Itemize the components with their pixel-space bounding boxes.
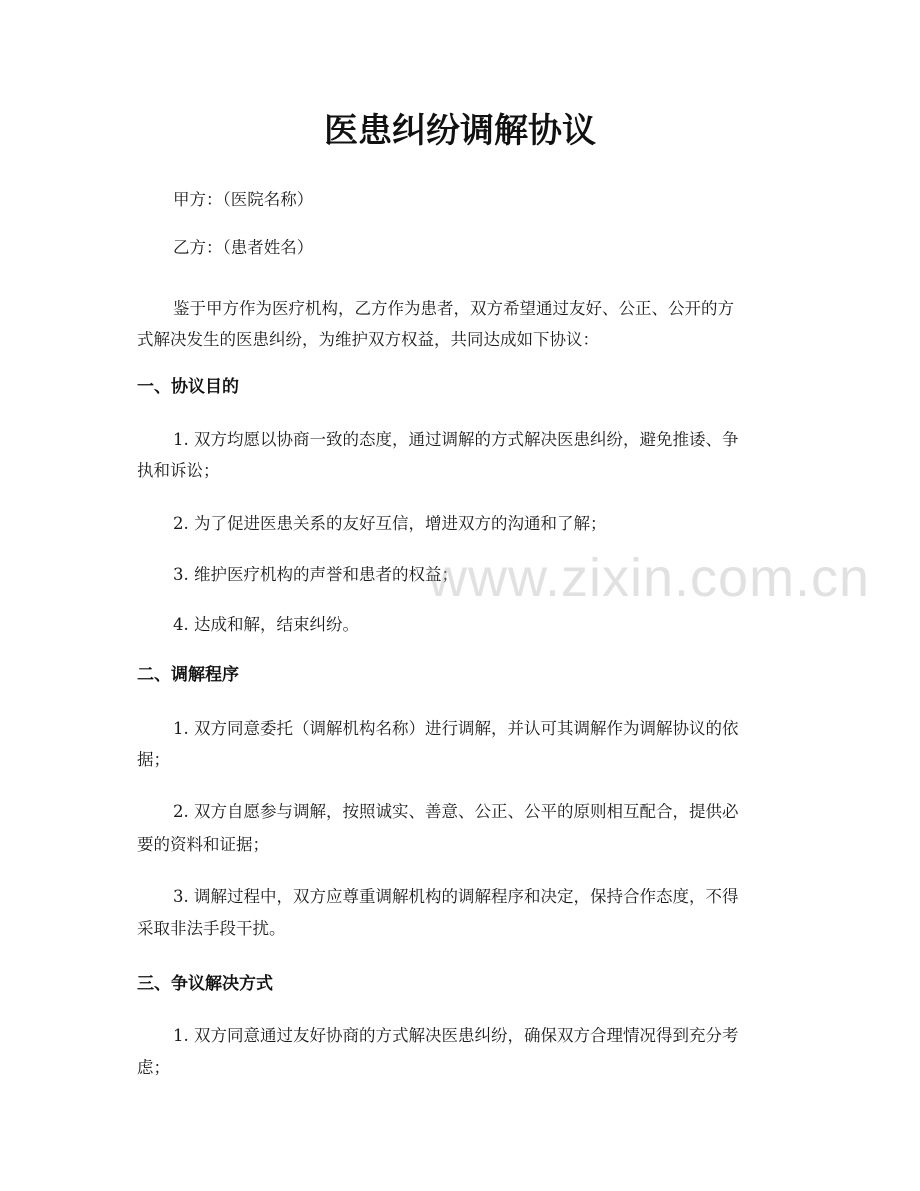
party-a-line: 甲方：（医院名称） [173,190,314,209]
section-heading-procedure: 二、调解程序 [137,665,239,685]
procedure-item-2-line-1: 2. 双方自愿参与调解，按照诚实、善意、公正、公平的原则相互配合，提供必 [173,802,739,821]
resolution-item-1-line-1: 1. 双方同意通过友好协商的方式解决医患纠纷，确保双方合理情况得到充分考 [173,1026,739,1045]
section-heading-purpose: 一、协议目的 [137,377,239,397]
procedure-item-2-line-2: 要的资料和证据； [137,835,269,854]
resolution-item-1-line-2: 虑； [137,1058,170,1077]
procedure-item-3-line-1: 3. 调解过程中，双方应尊重调解机构的调解程序和决定，保持合作态度，不得 [173,887,739,906]
purpose-item-2: 2. 为了促进医患关系的友好互信，增进双方的沟通和了解； [173,514,607,533]
watermark-text: www.zixin.com.cn [428,548,871,608]
procedure-item-1-line-2: 据； [137,750,170,769]
document-title: 医患纠纷调解协议 [324,111,596,151]
procedure-item-3-line-2: 采取非法手段干扰。 [137,919,286,938]
purpose-item-4: 4. 达成和解，结束纠纷。 [173,615,359,634]
intro-line-2: 式解决发生的医患纠纷，为维护双方权益，共同达成如下协议： [137,330,599,349]
purpose-item-1-line-2: 执和诉讼； [137,461,220,480]
procedure-item-1-line-1: 1. 双方同意委托（调解机构名称）进行调解，并认可其调解作为调解协议的依 [173,719,739,738]
intro-line-1: 鉴于甲方作为医疗机构，乙方作为患者，双方希望通过友好、公正、公开的方 [173,299,734,318]
purpose-item-1-line-1: 1. 双方均愿以协商一致的态度，通过调解的方式解决医患纠纷，避免推诿、争 [173,430,739,449]
purpose-item-3: 3. 维护医疗机构的声誉和患者的权益； [173,565,458,584]
party-b-line: 乙方：（患者姓名） [173,238,314,257]
section-heading-resolution: 三、争议解决方式 [137,974,273,994]
